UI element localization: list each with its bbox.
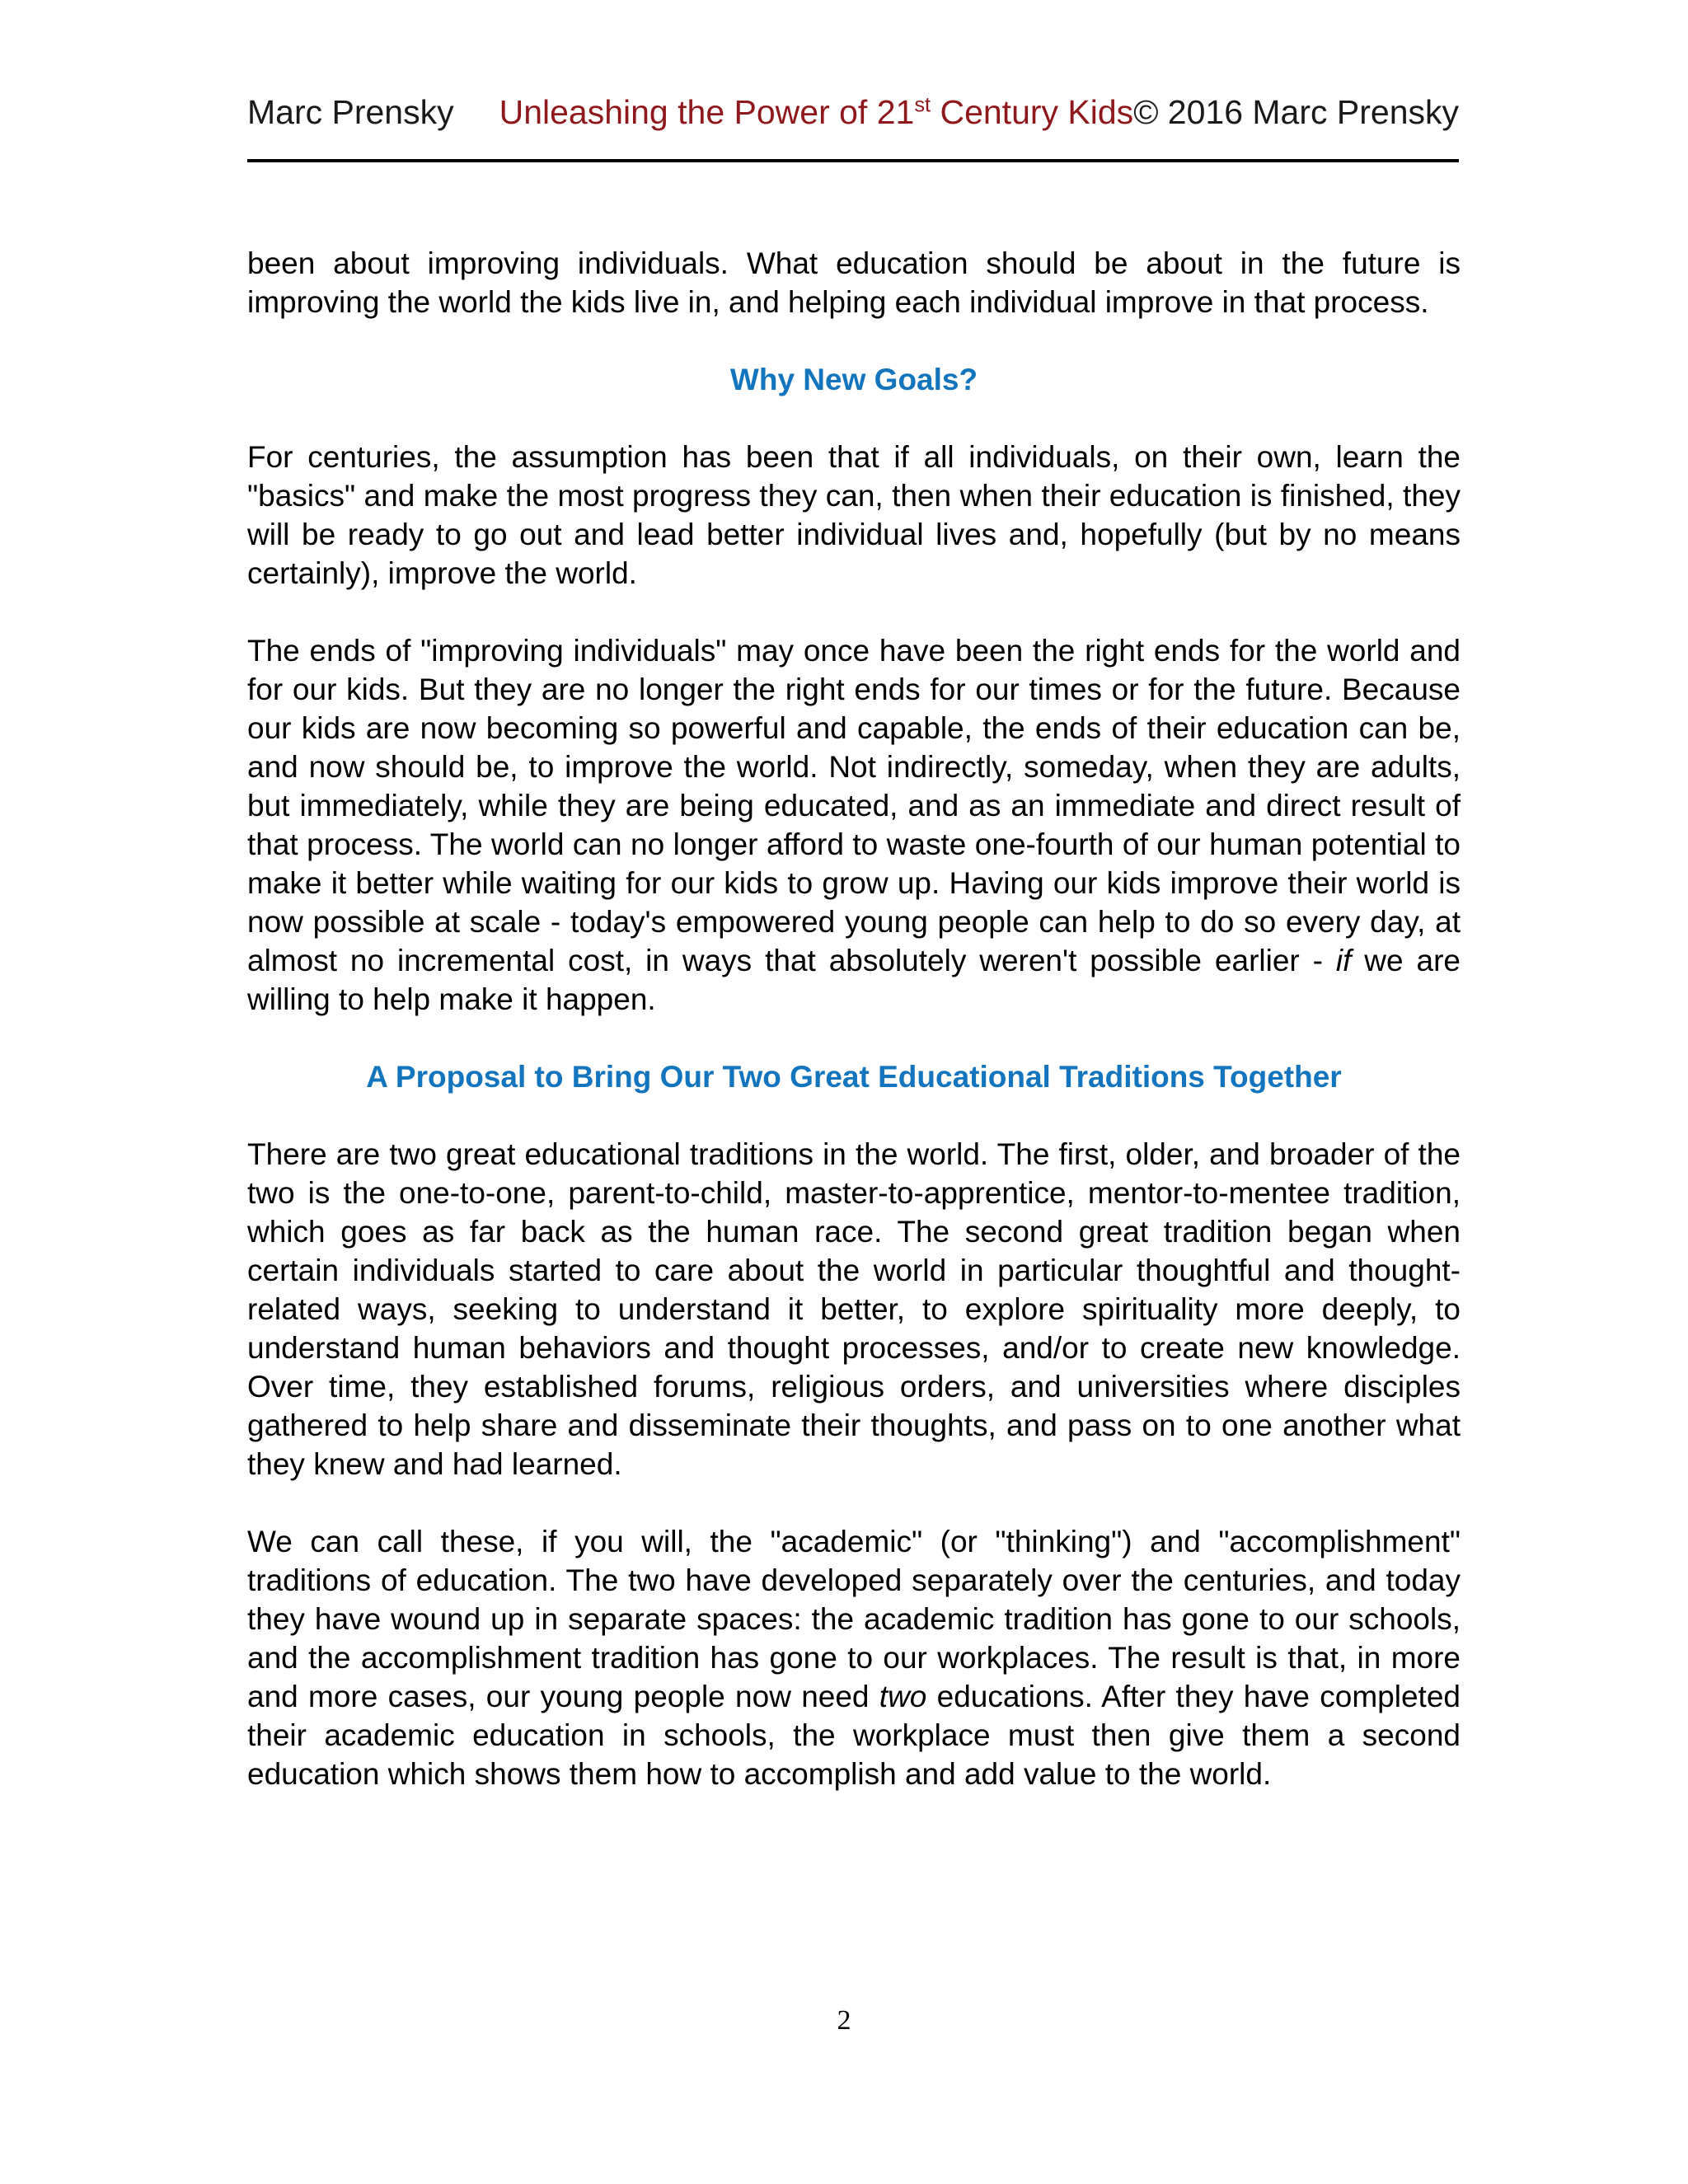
paragraph-5 [247, 1522, 1461, 1793]
page-footer [0, 2004, 1688, 2037]
document-title-suffix: Century Kids [931, 93, 1134, 131]
paragraph-5-italic-word: two [879, 1680, 927, 1713]
section-heading-why-new-goals: Why New Goals? [729, 363, 978, 396]
document-title-text: Unleashing the Power of 21 [499, 93, 915, 131]
paragraph-3-italic-word: if [1335, 944, 1352, 977]
paragraph-5-text: We can call these, if you will, the "academic" (or "thinking") and "accomplishment" traditions of education. The two have developed separately over the centuries, and today they have wound up in separate spaces: the academic tradition has gone to our schools, and the accomplishment tradition has gone to our workplaces. The result is that, in more and more cases, our young people now need [247, 1525, 1461, 1713]
header-copyright: © 2016 Marc Prensky [1133, 93, 1459, 131]
page-header [247, 92, 1459, 132]
paragraph-3-text-end: we are willing to help make it happen. [247, 944, 1461, 1016]
paragraph-3-text: The ends of "improving individuals" may once have been the right ends for the world and for our kids. But they are no longer the right ends for our times or for the future. Because our kids are now becoming so powerful and capable, the ends of their education can be, and now should be, to improve the world. Not indirectly, someday, when they are adults, but immediately, while they are being educated, and as an immediate and direct result of that process. The world can no longer afford to waste one-fourth of our human potential to make it better while waiting for our kids to grow up. Having our kids improve their world is now possible at scale - today's empowered young people can help to do so every day, at almost no incremental cost, in ways that absolutely weren't possible earlier - [247, 634, 1461, 977]
paragraph-4: There are two great educational traditions in the world. The first, older, and broader of the two is the one-to-one, parent-to-child, master-to-apprentice, mentor-to-mentee tradition, which goes as far back as the human race. The second great tradition began when certain individuals started to care about the world in particular thoughtful and thought-related ways, seeking to understand it better, to explore spirituality more deeply, to understand human behaviors and thought processes, and/or to create new knowledge. Over time, they established forums, religious orders, and universities where disciples gathered to help share and disseminate their thoughts, and pass on to one another what they knew and had learned. [247, 1137, 1461, 1481]
paragraph-3 [247, 631, 1461, 1019]
section-heading-proposal: A Proposal to Bring Our Two Great Educational Traditions Together [366, 1060, 1342, 1094]
document-body [247, 244, 1461, 1832]
paragraph-1: been about improving individuals. What education should be about in the future is improving the world the kids live in, and helping each individual improve in that process. [247, 246, 1461, 319]
paragraph-2: For centuries, the assumption has been that if all individuals, on their own, learn the "basics" and make the most progress they can, then when their education is finished, they will be ready to go out and lead better individual lives and, hopefully (but by no means certainly), improve the world. [247, 440, 1461, 590]
page-number: 2 [837, 2005, 851, 2036]
paragraph-5-text-end: educations. After they have completed their academic education in schools, the workplace must then give them a second education which shows them how to accomplish and add value to the world. [247, 1680, 1461, 1791]
header-author: Marc Prensky [247, 93, 454, 131]
header-rule [247, 159, 1459, 162]
document-title [499, 92, 1134, 132]
document-title-superscript: st [914, 93, 931, 117]
